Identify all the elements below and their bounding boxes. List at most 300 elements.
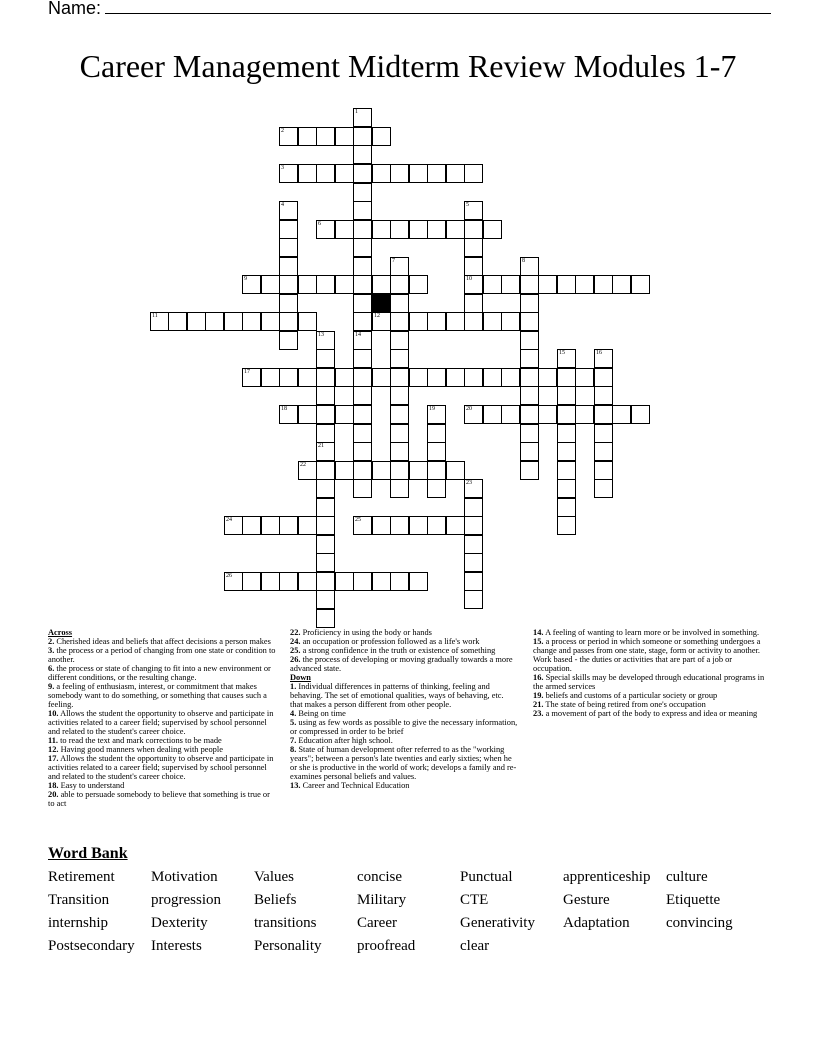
crossword-cell[interactable]: [409, 572, 428, 591]
crossword-cell[interactable]: [372, 164, 391, 183]
crossword-cell[interactable]: [298, 127, 317, 146]
crossword-cell[interactable]: [427, 164, 446, 183]
crossword-cell[interactable]: [446, 220, 465, 239]
clue-text: State of human development ofter referred to as the "working years"; between a person's late twenties and early sixties; when he or she is productive in the world of work; develops a family and re-examines personal beliefs and values.: [290, 745, 517, 781]
crossword-cell[interactable]: [557, 461, 576, 480]
crossword-cell[interactable]: [205, 312, 224, 331]
clue-number: 21: [318, 443, 324, 449]
crossword-cell[interactable]: [464, 275, 483, 294]
crossword-cell[interactable]: [298, 461, 317, 480]
crossword-cell[interactable]: [520, 257, 539, 276]
crossword-cell[interactable]: [427, 405, 446, 424]
clue-number: 6: [318, 221, 321, 227]
crossword-cell[interactable]: [242, 275, 261, 294]
crossword-cell[interactable]: [353, 349, 372, 368]
word-bank-item: Military: [357, 892, 407, 908]
crossword-cell[interactable]: [150, 312, 169, 331]
crossword-cell[interactable]: [557, 442, 576, 461]
crossword-cell[interactable]: [575, 368, 594, 387]
crossword-cell[interactable]: [224, 572, 243, 591]
crossword-cell[interactable]: [279, 275, 298, 294]
clue-text: Individual differences in patterns of thinking, feeling and behaving. The set of emotional qualities, ways of behaving, etc. that makes a person different from other people.: [290, 682, 504, 709]
crossword-cell[interactable]: [316, 498, 335, 517]
crossword-cell[interactable]: [501, 275, 520, 294]
crossword-cell[interactable]: [261, 312, 280, 331]
crossword-cell[interactable]: [520, 275, 539, 294]
crossword-cell[interactable]: [335, 164, 354, 183]
crossword-cell[interactable]: [279, 220, 298, 239]
crossword-cell[interactable]: [224, 516, 243, 535]
crossword-cell[interactable]: [316, 349, 335, 368]
crossword-cell[interactable]: [483, 405, 502, 424]
word-bank-item: progression: [151, 892, 221, 908]
crossword-cell[interactable]: [594, 405, 613, 424]
clue-number: 18: [281, 406, 287, 412]
clue-number: 1.: [290, 682, 297, 691]
crossword-cell[interactable]: [335, 572, 354, 591]
crossword-cell[interactable]: [557, 498, 576, 517]
clue-text: Having good manners when dealing with people: [58, 745, 223, 754]
crossword-cell[interactable]: [409, 220, 428, 239]
crossword-cell[interactable]: [390, 257, 409, 276]
crossword-cell[interactable]: [501, 368, 520, 387]
crossword-cell[interactable]: [464, 572, 483, 591]
clue-text: Allows the student the opportunity to observe and participate in activities related to a career field; supervised by school personnel and related to the student's career choice.: [48, 709, 274, 736]
crossword-cell[interactable]: [353, 516, 372, 535]
crossword-cell[interactable]: [483, 368, 502, 387]
crossword-cell[interactable]: [390, 572, 409, 591]
crossword-cell[interactable]: [594, 461, 613, 480]
crossword-cell[interactable]: [335, 127, 354, 146]
crossword-cell[interactable]: [390, 312, 409, 331]
crossword-cell[interactable]: [261, 275, 280, 294]
crossword-cell[interactable]: [224, 312, 243, 331]
crossword-cell[interactable]: [168, 312, 187, 331]
crossword-cell[interactable]: [335, 368, 354, 387]
crossword-cell[interactable]: [631, 275, 650, 294]
crossword-cell[interactable]: [446, 516, 465, 535]
crossword-cell[interactable]: [353, 275, 372, 294]
crossword-cell[interactable]: [427, 312, 446, 331]
crossword-cell[interactable]: [316, 516, 335, 535]
crossword-cell[interactable]: [316, 424, 335, 443]
clue-number: 26.: [290, 655, 301, 664]
crossword-cell[interactable]: [279, 238, 298, 257]
clue-item: [48, 646, 276, 664]
crossword-cell[interactable]: [427, 220, 446, 239]
crossword-cell[interactable]: [353, 257, 372, 276]
crossword-cell[interactable]: [409, 312, 428, 331]
clue-text: Being on time: [296, 709, 346, 718]
clue-number: 5.: [290, 718, 297, 727]
crossword-cell[interactable]: [409, 275, 428, 294]
clue-number: 6.: [48, 664, 55, 673]
crossword-cell[interactable]: [279, 257, 298, 276]
clues-column-2: [290, 628, 518, 790]
crossword-cell[interactable]: [390, 479, 409, 498]
crossword-cell[interactable]: [372, 220, 391, 239]
crossword-cell[interactable]: [483, 312, 502, 331]
clue-number: 11.: [48, 736, 59, 745]
clue-number: 17.: [48, 754, 59, 763]
crossword-cell[interactable]: [520, 331, 539, 350]
clue-number: 14.: [533, 628, 544, 637]
crossword-black-cell: [372, 294, 391, 313]
crossword-cell[interactable]: [372, 368, 391, 387]
crossword-cell[interactable]: [390, 386, 409, 405]
clue-item: [48, 736, 276, 745]
crossword-cell[interactable]: [353, 368, 372, 387]
crossword-cell[interactable]: [464, 164, 483, 183]
crossword-cell[interactable]: [464, 516, 483, 535]
crossword-cell[interactable]: [520, 368, 539, 387]
crossword-cell[interactable]: [446, 368, 465, 387]
crossword-cell[interactable]: [557, 424, 576, 443]
crossword-cell[interactable]: [464, 312, 483, 331]
word-bank-item: Interests: [151, 938, 202, 954]
crossword-cell[interactable]: [427, 424, 446, 443]
word-bank-item: Etiquette: [666, 892, 721, 908]
crossword-cell[interactable]: [557, 405, 576, 424]
crossword-cell[interactable]: [353, 442, 372, 461]
clue-number: 14: [355, 332, 361, 338]
clue-text: to read the text and mark corrections to be made: [58, 736, 222, 745]
crossword-cell[interactable]: [390, 405, 409, 424]
clue-text: Special skills may be developed through educational programs in the armed services: [533, 673, 765, 691]
crossword-cell[interactable]: [464, 535, 483, 554]
crossword-cell[interactable]: [501, 312, 520, 331]
crossword-cell[interactable]: [261, 516, 280, 535]
clue-number: 12.: [48, 745, 59, 754]
crossword-cell[interactable]: [520, 442, 539, 461]
crossword-cell[interactable]: [594, 275, 613, 294]
crossword-cell[interactable]: [409, 516, 428, 535]
crossword-cell[interactable]: [372, 516, 391, 535]
down-heading: Down: [290, 673, 311, 682]
crossword-cell[interactable]: [464, 590, 483, 609]
clue-item: [48, 664, 276, 682]
crossword-cell[interactable]: [298, 405, 317, 424]
crossword-cell[interactable]: [594, 349, 613, 368]
clue-number: 3.: [48, 646, 55, 655]
clue-number: 10.: [48, 709, 59, 718]
crossword-cell[interactable]: [279, 572, 298, 591]
crossword-cell[interactable]: [409, 368, 428, 387]
crossword-cell[interactable]: [557, 516, 576, 535]
crossword-cell[interactable]: [390, 368, 409, 387]
crossword-cell[interactable]: [575, 405, 594, 424]
crossword-cell[interactable]: [298, 572, 317, 591]
clue-text: A feeling of wanting to learn more or be involved in something.: [543, 628, 760, 637]
crossword-cell[interactable]: [594, 442, 613, 461]
crossword-cell[interactable]: [316, 386, 335, 405]
word-bank-item: Beliefs: [254, 892, 297, 908]
clue-number: 10: [466, 276, 472, 282]
crossword-cell[interactable]: [557, 275, 576, 294]
crossword-cell[interactable]: [520, 294, 539, 313]
crossword-cell[interactable]: [298, 164, 317, 183]
crossword-cell[interactable]: [427, 368, 446, 387]
word-bank-item: Motivation: [151, 869, 218, 885]
crossword-cell[interactable]: [316, 220, 335, 239]
crossword-cell[interactable]: [316, 572, 335, 591]
crossword-cell[interactable]: [353, 479, 372, 498]
crossword-cell[interactable]: [538, 405, 557, 424]
crossword-cell[interactable]: [316, 553, 335, 572]
crossword-cell[interactable]: [390, 164, 409, 183]
crossword-cell[interactable]: [483, 220, 502, 239]
clue-item: [533, 709, 769, 718]
clue-item: [48, 754, 276, 781]
clue-item: [290, 709, 518, 718]
crossword-cell[interactable]: [390, 349, 409, 368]
crossword-cell[interactable]: [520, 312, 539, 331]
crossword-cell[interactable]: [483, 275, 502, 294]
clue-item: [533, 700, 769, 709]
crossword-cell[interactable]: [557, 349, 576, 368]
crossword-cell[interactable]: [612, 275, 631, 294]
crossword-cell[interactable]: [353, 108, 372, 127]
crossword-cell[interactable]: [279, 312, 298, 331]
crossword-cell[interactable]: [557, 386, 576, 405]
clue-text: a movement of part of the body to express and idea or meaning: [543, 709, 758, 718]
crossword-cell[interactable]: [316, 331, 335, 350]
clue-text: Cherished ideas and beliefs that affect decisions a person makes: [54, 637, 271, 646]
crossword-cell[interactable]: [242, 572, 261, 591]
name-label: Name:: [48, 0, 102, 18]
word-bank-item: culture: [666, 869, 708, 885]
crossword-cell[interactable]: [353, 331, 372, 350]
word-bank-item: internship: [48, 915, 108, 931]
clue-number: 7.: [290, 736, 297, 745]
crossword-cell[interactable]: [316, 590, 335, 609]
crossword-cell[interactable]: [353, 127, 372, 146]
crossword-cell[interactable]: [353, 183, 372, 202]
crossword-cell[interactable]: [353, 424, 372, 443]
crossword-cell[interactable]: [464, 238, 483, 257]
word-bank-item: Punctual: [460, 869, 513, 885]
crossword-cell[interactable]: [279, 127, 298, 146]
crossword-cell[interactable]: [464, 220, 483, 239]
crossword-cell[interactable]: [316, 609, 335, 628]
clue-number: 3: [281, 165, 284, 171]
crossword-cell[interactable]: [316, 275, 335, 294]
crossword-cell[interactable]: [390, 331, 409, 350]
crossword-cell[interactable]: [390, 516, 409, 535]
crossword-cell[interactable]: [279, 331, 298, 350]
crossword-cell[interactable]: [390, 424, 409, 443]
crossword-cell[interactable]: [464, 201, 483, 220]
crossword-cell[interactable]: [575, 275, 594, 294]
crossword-cell[interactable]: [316, 535, 335, 554]
clue-number: 16: [596, 350, 602, 356]
clue-number: 2.: [48, 637, 55, 646]
clue-number: 15: [559, 350, 565, 356]
clue-number: 24: [226, 517, 232, 523]
clue-item: [48, 682, 276, 709]
crossword-cell[interactable]: [335, 220, 354, 239]
crossword-cell[interactable]: [372, 572, 391, 591]
clue-text: a feeling of enthusiasm, interest, or commitment that makes somebody want to do something, or something that causes such a feeling.: [48, 682, 267, 709]
crossword-cell[interactable]: [520, 461, 539, 480]
clue-number: 25.: [290, 646, 301, 655]
word-bank-item: transitions: [254, 915, 317, 931]
crossword-cell[interactable]: [464, 368, 483, 387]
crossword-cell[interactable]: [279, 164, 298, 183]
clue-text: beliefs and customs of a particular society or group: [543, 691, 718, 700]
crossword-cell[interactable]: [335, 275, 354, 294]
crossword-cell[interactable]: [372, 461, 391, 480]
clue-text: the process of developing or moving gradually towards a more advanced state.: [290, 655, 513, 673]
crossword-cell[interactable]: [446, 461, 465, 480]
clue-item: [533, 628, 769, 637]
crossword-cell[interactable]: [372, 127, 391, 146]
clue-item: [290, 646, 518, 655]
crossword-cell[interactable]: [409, 461, 428, 480]
clue-number: 21.: [533, 700, 544, 709]
crossword-cell[interactable]: [335, 461, 354, 480]
across-clues-column-1: [48, 628, 276, 808]
word-bank-title: Word Bank: [48, 845, 128, 862]
crossword-cell[interactable]: [353, 220, 372, 239]
crossword-cell[interactable]: [279, 201, 298, 220]
clue-item: [290, 781, 518, 790]
crossword-cell[interactable]: [520, 424, 539, 443]
crossword-cell[interactable]: [520, 405, 539, 424]
crossword-cell[interactable]: [353, 201, 372, 220]
crossword-cell[interactable]: [446, 312, 465, 331]
crossword-cell[interactable]: [501, 405, 520, 424]
crossword-cell[interactable]: [464, 405, 483, 424]
clue-item: [290, 655, 518, 673]
crossword-cell[interactable]: [427, 442, 446, 461]
crossword-cell[interactable]: [335, 405, 354, 424]
crossword-cell[interactable]: [594, 424, 613, 443]
crossword-cell[interactable]: [427, 461, 446, 480]
word-bank-item: Career: [357, 915, 397, 931]
crossword-cell[interactable]: [261, 368, 280, 387]
crossword-cell[interactable]: [557, 479, 576, 498]
crossword-cell[interactable]: [316, 405, 335, 424]
crossword-cell[interactable]: [298, 368, 317, 387]
crossword-cell[interactable]: [316, 461, 335, 480]
clue-item: [48, 637, 276, 646]
crossword-cell[interactable]: [187, 312, 206, 331]
word-bank-item: apprenticeship: [563, 869, 651, 885]
crossword-cell[interactable]: [464, 553, 483, 572]
crossword-cell[interactable]: [279, 405, 298, 424]
crossword-cell[interactable]: [427, 516, 446, 535]
clue-item: [290, 628, 518, 637]
crossword-cell[interactable]: [464, 294, 483, 313]
crossword-cell[interactable]: [390, 294, 409, 313]
crossword-cell[interactable]: [242, 312, 261, 331]
clue-item: [48, 745, 276, 754]
clue-number: 20: [466, 406, 472, 412]
clue-number: 22: [300, 462, 306, 468]
crossword-cell[interactable]: [316, 368, 335, 387]
word-bank-item: CTE: [460, 892, 489, 908]
crossword-cell[interactable]: [353, 386, 372, 405]
crossword-cell[interactable]: [279, 516, 298, 535]
crossword-cell[interactable]: [520, 349, 539, 368]
crossword-cell[interactable]: [594, 479, 613, 498]
clue-text: Education after high school.: [296, 736, 393, 745]
crossword-cell[interactable]: [279, 294, 298, 313]
crossword-cell[interactable]: [261, 572, 280, 591]
crossword-cell[interactable]: [538, 368, 557, 387]
clue-text: a process or period in which someone or something undergoes a change and passes from one state, stage, form or activity to another. Work based - the duties or activities that are part of a job or occupation.: [533, 637, 761, 673]
crossword-cell[interactable]: [390, 461, 409, 480]
crossword-cell[interactable]: [316, 164, 335, 183]
crossword-cell[interactable]: [372, 312, 391, 331]
crossword-cell[interactable]: [353, 145, 372, 164]
crossword-cell[interactable]: [390, 275, 409, 294]
clue-number: 18.: [48, 781, 59, 790]
crossword-cell[interactable]: [298, 516, 317, 535]
crossword-cell[interactable]: [298, 312, 317, 331]
crossword-cell[interactable]: [427, 479, 446, 498]
crossword-cell[interactable]: [538, 275, 557, 294]
crossword-cell[interactable]: [242, 368, 261, 387]
crossword-cell[interactable]: [316, 479, 335, 498]
crossword-cell[interactable]: [316, 127, 335, 146]
clue-item: [290, 637, 518, 646]
crossword-cell[interactable]: [594, 368, 613, 387]
crossword-cell[interactable]: [409, 164, 428, 183]
clue-item: [48, 790, 276, 808]
crossword-cell[interactable]: [353, 164, 372, 183]
crossword-cell[interactable]: [464, 257, 483, 276]
crossword-cell[interactable]: [464, 479, 483, 498]
crossword-cell[interactable]: [446, 164, 465, 183]
clue-text: an occupation or profession followed as a life's work: [300, 637, 480, 646]
crossword-cell[interactable]: [612, 405, 631, 424]
word-bank-item: concise: [357, 869, 402, 885]
crossword-cell[interactable]: [316, 442, 335, 461]
crossword-cell[interactable]: [557, 368, 576, 387]
clue-text: The state of being retired from one's occupation: [543, 700, 706, 709]
clue-item: [48, 781, 276, 790]
clue-text: using as few words as possible to give the necessary information, or compressed in order to be brief: [290, 718, 518, 736]
crossword-cell[interactable]: [353, 238, 372, 257]
crossword-cell[interactable]: [298, 275, 317, 294]
crossword-cell[interactable]: [594, 386, 613, 405]
clue-item: [533, 691, 769, 700]
crossword-cell[interactable]: [464, 498, 483, 517]
crossword-cell[interactable]: [353, 294, 372, 313]
clue-number: 5: [466, 202, 469, 208]
crossword-cell[interactable]: [353, 572, 372, 591]
crossword-cell[interactable]: [372, 275, 391, 294]
clue-number: 8.: [290, 745, 297, 754]
crossword-cell[interactable]: [631, 405, 650, 424]
crossword-cell[interactable]: [279, 368, 298, 387]
word-bank-item: Adaptation: [563, 915, 630, 931]
crossword-cell[interactable]: [390, 442, 409, 461]
clue-text: a strong confidence in the truth or existence of something: [300, 646, 496, 655]
crossword-cell[interactable]: [242, 516, 261, 535]
clue-item: [290, 736, 518, 745]
crossword-cell[interactable]: [520, 386, 539, 405]
clue-number: 13.: [290, 781, 301, 790]
clue-number: 2: [281, 128, 284, 134]
word-bank-item: Gesture: [563, 892, 610, 908]
crossword-cell[interactable]: [390, 220, 409, 239]
crossword-cell[interactable]: [353, 461, 372, 480]
crossword-cell[interactable]: [353, 312, 372, 331]
crossword-cell[interactable]: [353, 405, 372, 424]
